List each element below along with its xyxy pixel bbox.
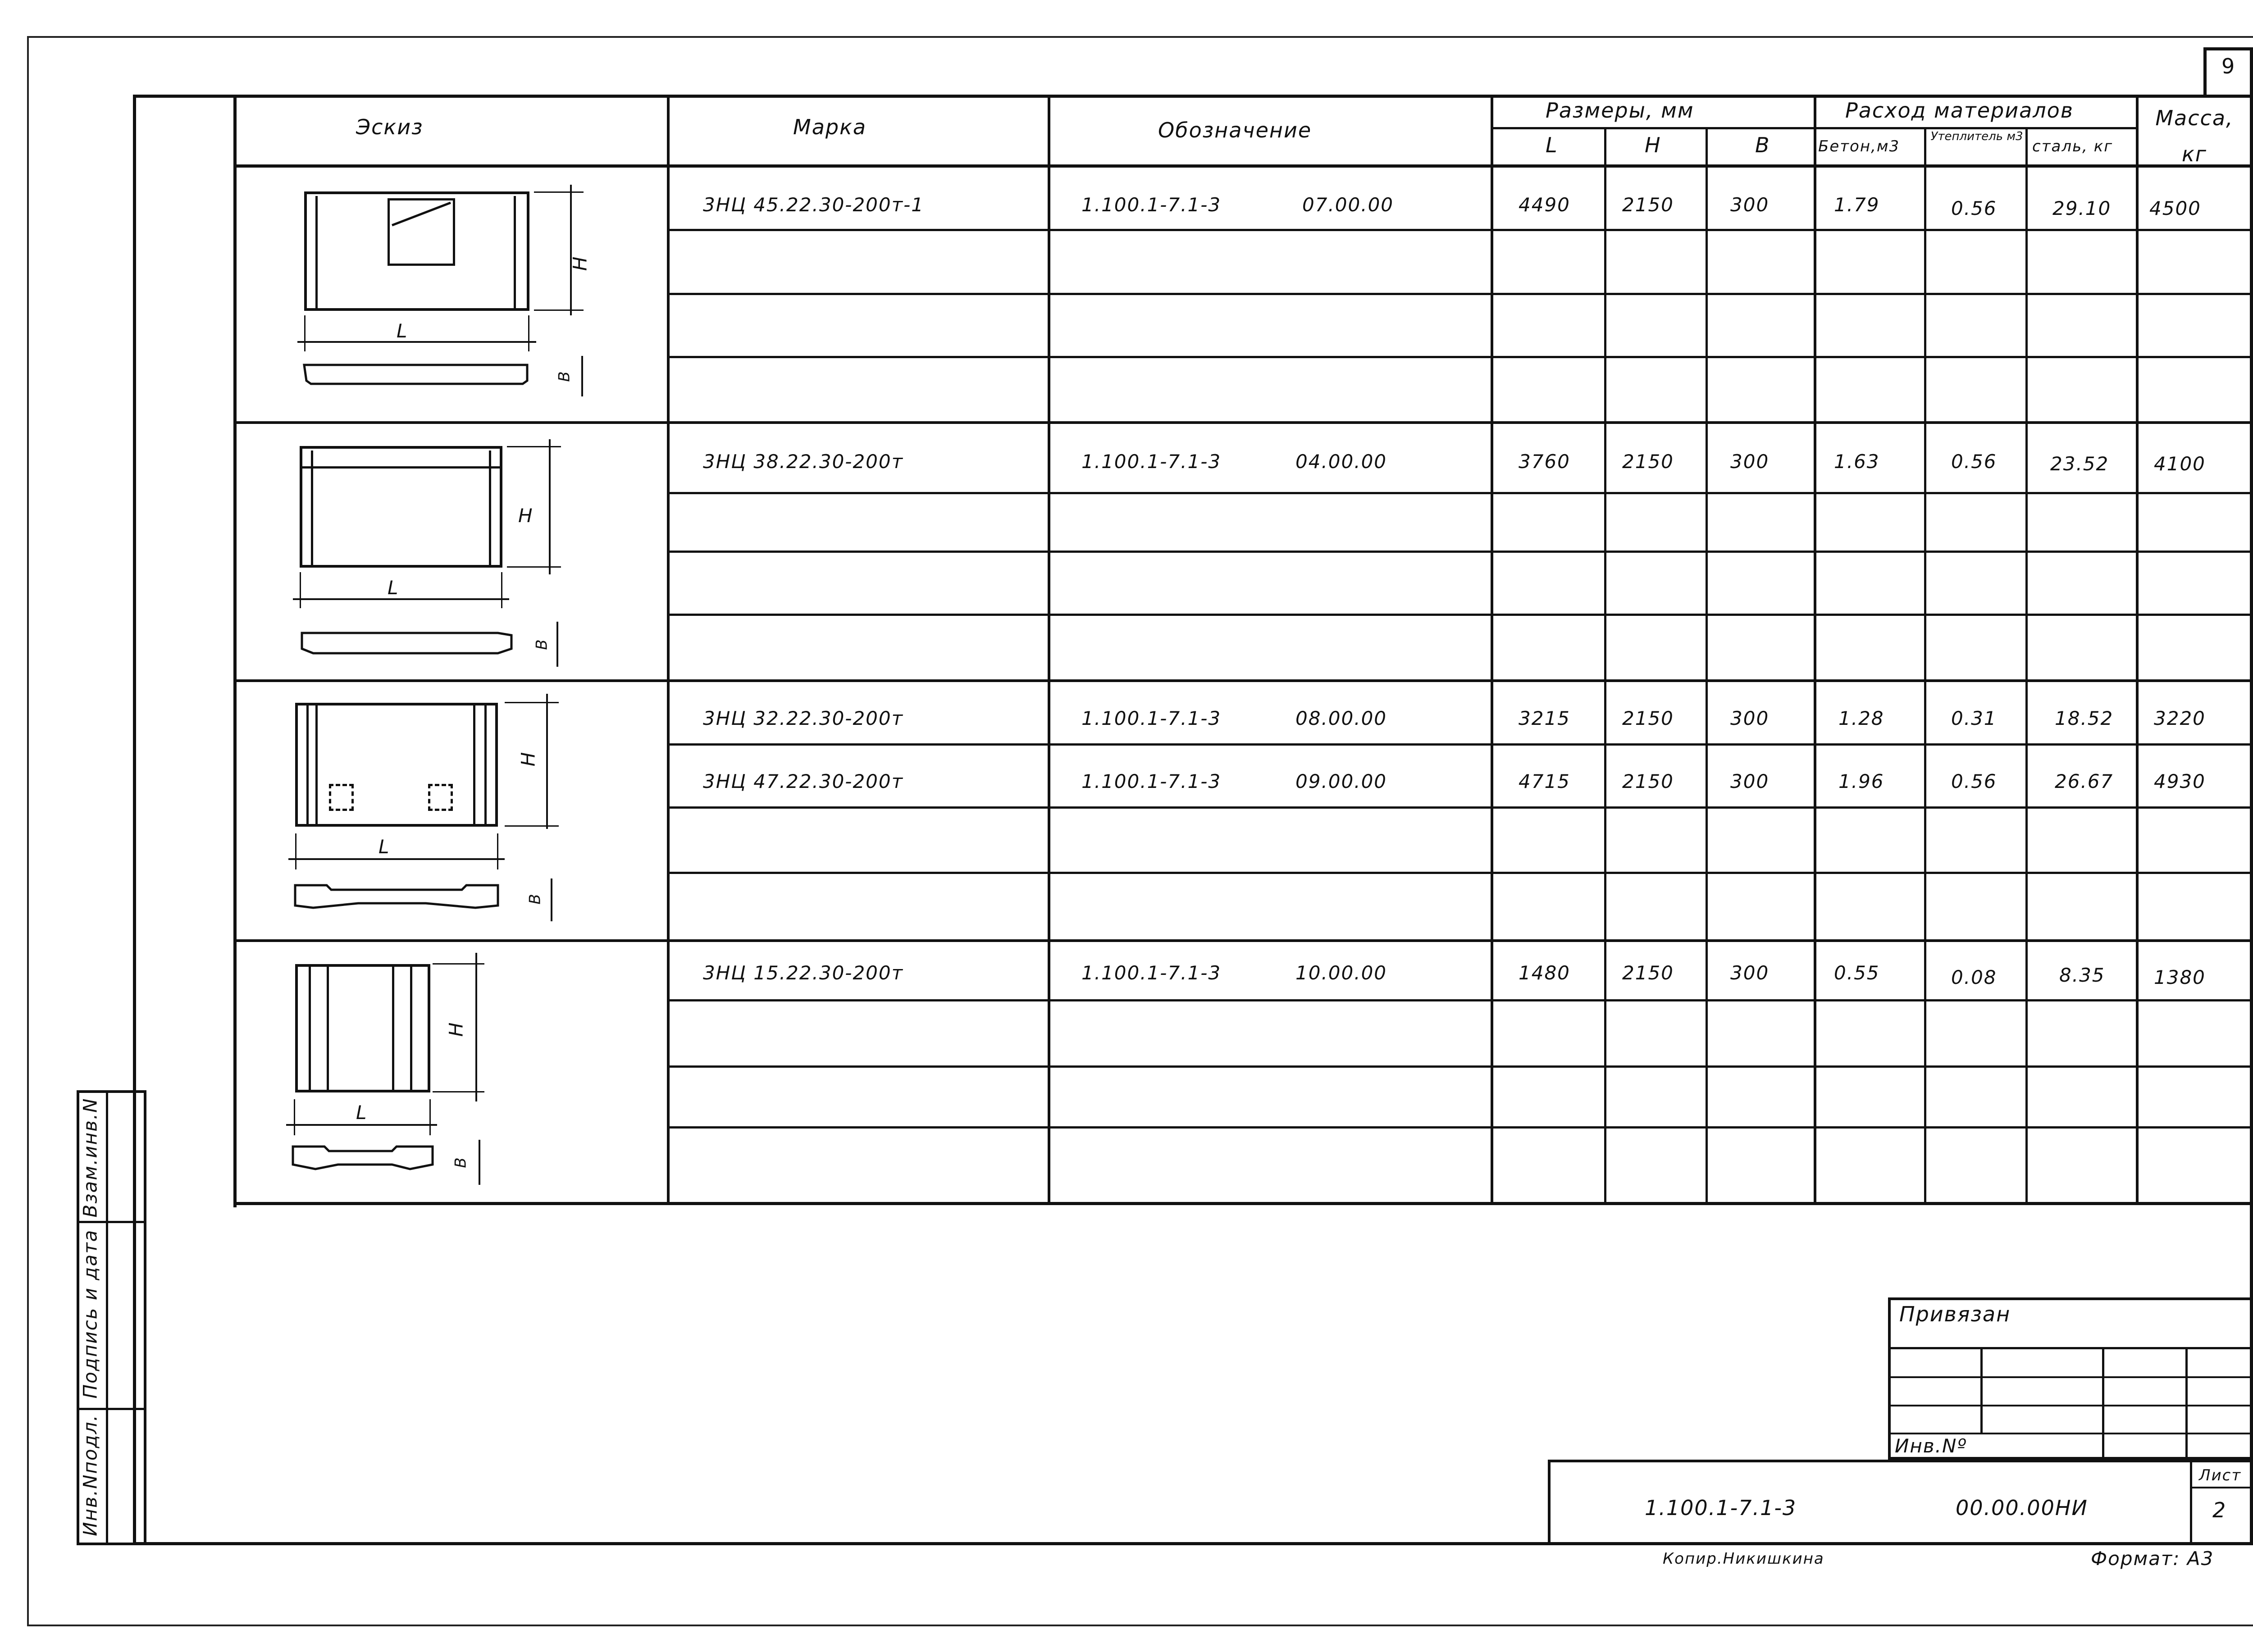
- row-insulation: 0.31: [1951, 707, 1997, 729]
- row-B: 300: [1730, 962, 1770, 984]
- row-mass: 1380: [2154, 966, 2206, 988]
- dim-tick: [534, 191, 584, 193]
- panel-rib: [327, 964, 329, 1092]
- row-mass: 4500: [2149, 197, 2201, 219]
- dim-line-l: [288, 858, 505, 860]
- dim-label-L: L: [397, 320, 408, 342]
- row-code: 04.00.00: [1295, 451, 1387, 473]
- row-L: 3760: [1519, 451, 1570, 473]
- table-bottom-line: [233, 1202, 2253, 1205]
- row-sep: [667, 806, 2253, 809]
- col-line-dims: [1814, 95, 1816, 1205]
- row-steel: 8.35: [2059, 964, 2105, 986]
- document-code: 1.100.1-7.1-3: [1645, 1496, 1797, 1520]
- insert-box: [428, 784, 453, 811]
- row-B: 300: [1730, 770, 1770, 792]
- panel-rib: [306, 703, 309, 827]
- panel-rib: [309, 964, 311, 1092]
- row-L: 4490: [1519, 194, 1570, 216]
- row-designation: 1.100.1-7.1-3: [1081, 194, 1222, 216]
- header-concrete: Бетон,м3: [1818, 137, 1900, 155]
- dim-tick: [507, 446, 561, 447]
- bound-line: [1888, 1405, 2253, 1406]
- dim-line-h: [475, 953, 477, 1101]
- bound-line: [1888, 1376, 2253, 1378]
- dim-tick: [505, 702, 559, 703]
- inv-label: Инв.Nº: [1895, 1435, 1967, 1457]
- panel-rib: [484, 703, 487, 827]
- row-designation: 1.100.1-7.1-3: [1081, 962, 1222, 984]
- document-suffix: 00.00.00НИ: [1956, 1496, 2088, 1520]
- dim-tick: [528, 315, 529, 351]
- panel-rib: [315, 703, 318, 827]
- row-H: 2150: [1622, 194, 1674, 216]
- dim-line-b: [551, 878, 552, 921]
- row-sep: [667, 872, 2253, 874]
- col-line-H: [1706, 128, 1708, 1205]
- dim-tick: [433, 963, 484, 965]
- header-dimensions: Размеры, мм: [1546, 98, 1694, 123]
- row-sep: [667, 492, 2253, 494]
- sheet-label: Лист: [2199, 1466, 2242, 1484]
- row-L: 1480: [1519, 962, 1570, 984]
- dim-line-h: [570, 185, 572, 315]
- dim-tick: [534, 309, 584, 311]
- row-steel: 18.52: [2055, 707, 2114, 729]
- sheet-box-vline: [2190, 1460, 2192, 1545]
- dim-tick: [433, 1091, 484, 1092]
- group-sep-2: [233, 679, 2253, 682]
- row-L: 3215: [1519, 707, 1570, 729]
- row-concrete: 1.96: [1838, 770, 1884, 792]
- row-B: 300: [1730, 194, 1770, 216]
- header-mass: Масса, кг: [2155, 106, 2234, 166]
- col-line-sketch: [667, 95, 670, 1205]
- row-insulation: 0.08: [1951, 966, 1997, 988]
- row-sep: [667, 293, 2253, 295]
- bound-line: [1888, 1347, 2253, 1349]
- dim-tick: [497, 833, 498, 869]
- row-concrete: 1.79: [1834, 194, 1880, 216]
- panel-rib: [473, 703, 475, 827]
- row-sep: [667, 229, 2253, 231]
- col-line-concrete: [1924, 128, 1926, 1205]
- row-concrete: 1.28: [1838, 707, 1884, 729]
- row-mark: 3НЦ 15.22.30-200т: [703, 962, 904, 984]
- dim-line-h: [549, 439, 551, 574]
- sheet-number: 2: [2212, 1498, 2227, 1522]
- panel-rib: [410, 964, 412, 1092]
- header-mark: Марка: [793, 115, 867, 139]
- row-concrete: 1.63: [1834, 451, 1880, 473]
- dim-line-l: [286, 1124, 437, 1126]
- row-B: 300: [1730, 707, 1770, 729]
- dim-label-B: B: [526, 893, 544, 905]
- panel-inner-line: [302, 466, 500, 469]
- row-H: 2150: [1622, 770, 1674, 792]
- row-H: 2150: [1622, 962, 1674, 984]
- panel-inner-line: [315, 196, 318, 309]
- dim-label-H: H: [569, 255, 591, 271]
- format-label: Формат: А3: [2091, 1547, 2214, 1570]
- group-sep-1: [233, 421, 2253, 424]
- side-stamp-col3: Взам.инв.N: [79, 1097, 101, 1218]
- dim-tick: [295, 833, 296, 869]
- dim-line-l: [293, 598, 509, 600]
- row-steel: 23.52: [2050, 453, 2109, 475]
- row-mass: 4100: [2154, 453, 2206, 475]
- row-insulation: 0.56: [1951, 770, 1997, 792]
- row-insulation: 0.56: [1951, 197, 1997, 219]
- panel-inner-line: [514, 196, 516, 309]
- bound-vline: [2185, 1347, 2188, 1460]
- bound-vline: [1980, 1347, 1983, 1433]
- row-designation: 1.100.1-7.1-3: [1081, 707, 1222, 729]
- row-mark: 3НЦ 47.22.30-200т: [703, 770, 904, 792]
- row-steel: 26.67: [2055, 770, 2114, 792]
- row-sep: [667, 356, 2253, 358]
- row-sep: [667, 743, 2253, 746]
- panel-section: [288, 1144, 442, 1176]
- row-L: 4715: [1519, 770, 1570, 792]
- copied-by: Копир.Никишкина: [1663, 1550, 1824, 1568]
- col-line-mark: [1048, 95, 1050, 1205]
- row-mark: 3НЦ 45.22.30-200т-1: [703, 194, 924, 216]
- row-designation: 1.100.1-7.1-3: [1081, 451, 1222, 473]
- header-dim-H: H: [1645, 133, 1661, 157]
- row-code: 08.00.00: [1295, 707, 1387, 729]
- sheet-box-hline: [2190, 1487, 2253, 1488]
- dim-label-B: B: [533, 638, 551, 650]
- panel-section: [300, 628, 516, 660]
- side-stamp-divider: [77, 1221, 146, 1223]
- header-dim-L: L: [1546, 133, 1558, 157]
- row-mass: 3220: [2154, 707, 2206, 729]
- dim-label-B: B: [555, 370, 574, 382]
- header-insulation: Утеплитель м3: [1930, 130, 2023, 143]
- dim-label-L: L: [388, 577, 399, 599]
- dim-line-b: [479, 1140, 480, 1185]
- dim-tick: [429, 1099, 431, 1135]
- col-line-designation: [1491, 95, 1493, 1205]
- panel-outline: [300, 446, 502, 568]
- row-designation: 1.100.1-7.1-3: [1081, 770, 1222, 792]
- dim-label-B: B: [452, 1156, 470, 1168]
- row-mark: 3НЦ 38.22.30-200т: [703, 451, 904, 473]
- dim-line-h: [546, 694, 548, 829]
- bound-line: [1888, 1433, 2253, 1434]
- row-code: 07.00.00: [1302, 194, 1394, 216]
- panel-outline: [295, 703, 498, 827]
- side-stamp-col2: Подпись и дата: [79, 1229, 101, 1399]
- dim-tick: [505, 825, 559, 827]
- dim-label-L: L: [379, 836, 390, 858]
- header-designation: Обозначение: [1158, 118, 1312, 142]
- row-concrete: 0.55: [1834, 962, 1880, 984]
- row-sep: [667, 1065, 2253, 1068]
- row-mass: 4930: [2154, 770, 2206, 792]
- dim-line-b: [581, 356, 583, 396]
- side-stamp-divider: [77, 1408, 146, 1410]
- bound-label: Привязан: [1899, 1302, 2011, 1326]
- header-dim-B: B: [1755, 133, 1770, 157]
- col-line-materials: [2136, 95, 2139, 1205]
- page-number: 9: [2221, 54, 2236, 78]
- dim-label-L: L: [356, 1101, 368, 1124]
- row-code: 09.00.00: [1295, 770, 1387, 792]
- table-header-bottom: [233, 164, 2253, 168]
- row-mark: 3НЦ 32.22.30-200т: [703, 707, 904, 729]
- row-H: 2150: [1622, 707, 1674, 729]
- side-stamp-divider: [106, 1090, 108, 1545]
- dim-tick: [304, 315, 306, 351]
- dim-line-b: [556, 622, 558, 667]
- header-sketch: Эскиз: [356, 115, 424, 139]
- dim-tick: [507, 566, 561, 568]
- header-materials: Расход материалов: [1845, 98, 2074, 123]
- panel-section: [291, 883, 507, 915]
- group-sep-3: [233, 939, 2253, 942]
- row-code: 10.00.00: [1295, 962, 1387, 984]
- bound-vline: [2102, 1347, 2104, 1460]
- side-stamp-col1: Инв.Nподл.: [79, 1414, 101, 1536]
- row-B: 300: [1730, 451, 1770, 473]
- panel-section: [302, 360, 536, 387]
- row-insulation: 0.56: [1951, 451, 1997, 473]
- opening-diagonal: [388, 198, 455, 266]
- insert-box: [329, 784, 354, 811]
- row-sep: [667, 614, 2253, 616]
- row-steel: 29.10: [2052, 197, 2112, 219]
- row-sep: [667, 999, 2253, 1001]
- dim-label-H: H: [518, 505, 534, 527]
- table-left-line: [233, 95, 237, 1207]
- dim-line-l: [297, 341, 536, 343]
- header-steel: сталь, кг: [2032, 137, 2113, 155]
- col-line-L: [1604, 128, 1606, 1205]
- panel-rib: [392, 964, 394, 1092]
- dim-tick: [501, 572, 502, 608]
- row-sep: [667, 551, 2253, 553]
- dim-tick: [294, 1099, 295, 1135]
- row-H: 2150: [1622, 451, 1674, 473]
- dim-tick: [300, 572, 301, 608]
- col-line-insulation: [2025, 128, 2028, 1205]
- row-sep: [667, 1126, 2253, 1129]
- dim-label-H: H: [445, 1021, 467, 1037]
- dim-label-H: H: [517, 751, 539, 767]
